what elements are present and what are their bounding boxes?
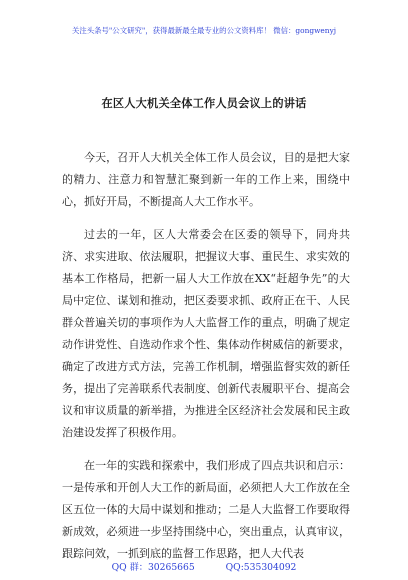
- footer-contact: [0, 562, 408, 574]
- footer-qq-group: QQ 群：30265665: [111, 562, 195, 573]
- document-title: 在区人大机关全体工作人员会议上的讲话: [101, 96, 307, 110]
- footer-qq: QQ:535304092: [225, 562, 297, 573]
- paragraph-2: 过去的一年，区人大常委会在区委的领导下，同舟共济、求实进取、依法履职，把握议大事、重民生、求实效的基本工作格局，把新一届人大工作放在XX“赶超争先”的大局中定位、谋划和推动，把区委要求抓、政府正在干、人民群众普遍关切的事项作为人大监督工作的重点，明确了规定动作讲党性、自选动作求个性、集体动作树威信的新要求，确定了改进方式方法，完善工作机制，增强监督实效的新任务，提出了完善联系代表制度、创新代表履职平台、提高会议和审议质量的新举措，为推进全区经济社会发展和民主政治建设发挥了积极作用。: [62, 228, 350, 439]
- paragraph-3: 在一年的实践和探索中，我们形成了四点共识和启示：一是传承和开创人大工作的新局面，必须把人大工作放在全区五位一体的大局中谋划和推动；二是人大监督工作要取得新成效，必须进一步坚持围绕中心，突出重点，认真审议，跟踪问效，一抓到底的监督工作思路，把人大代表: [62, 459, 350, 560]
- paragraph-1: 今天，召开人大机关全体工作人员会议，目的是把大家的精力、注意力和智慧汇聚到新一年的工作上来，围绕中心，抓好开局，不断提高人大工作水平。: [62, 151, 350, 208]
- document-body: [62, 147, 350, 576]
- header-banner: 关注头条号"公文研究"，获得最新最全最专业的公文资料库！ 微信：gongwenyj: [71, 26, 337, 35]
